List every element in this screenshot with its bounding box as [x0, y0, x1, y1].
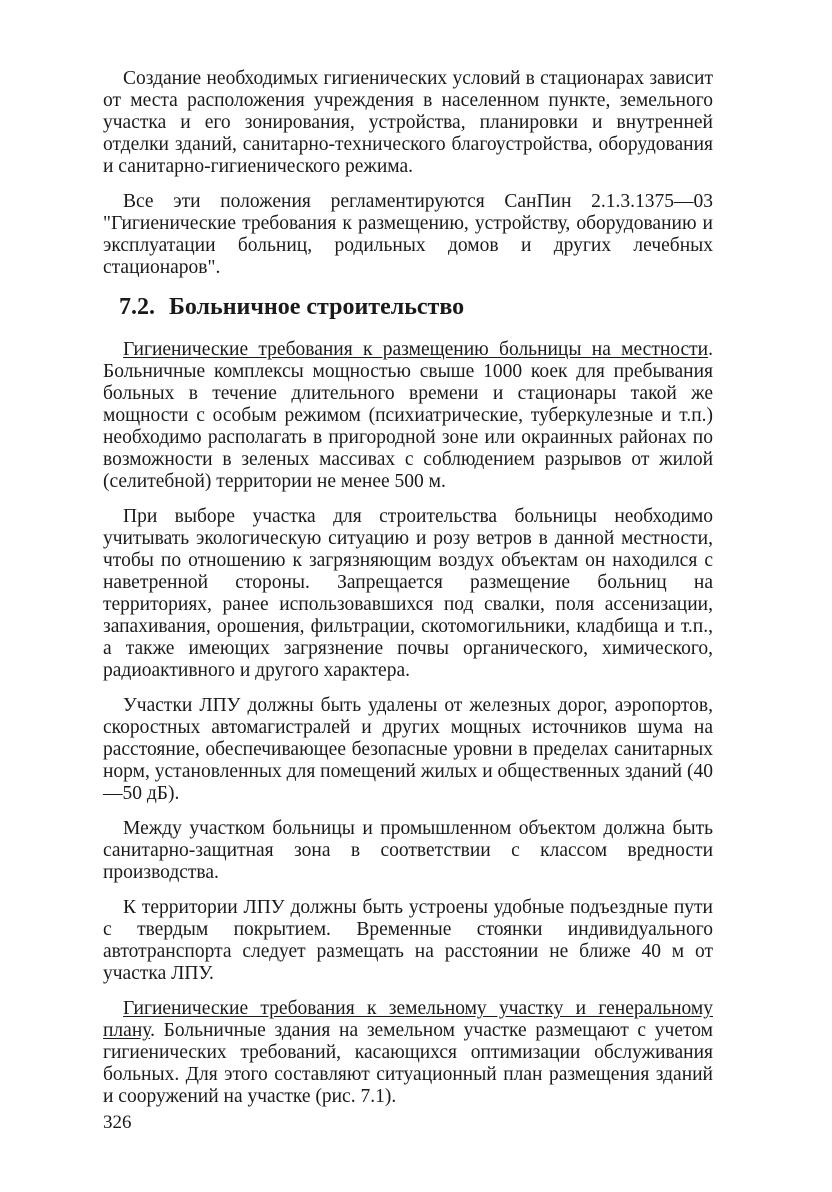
text-column — [103, 68, 713, 1121]
section-heading — [119, 293, 713, 321]
section-number: 7.2. — [119, 294, 155, 320]
paragraph-body-land-plot: . Больничные здания на земельном участке размещают с учетом гигиенических требований, касающихся оптимизации обслуживания больных. Для этого составляют ситуационный план размещения зданий и сооружений на участке (рис. 7.1). — [103, 1020, 713, 1107]
page-number: 326 — [103, 1112, 132, 1133]
section-title: Больничное строительство — [169, 294, 465, 320]
paragraph-body-site-placement: . Больничные комплексы мощностью свыше 1000 коек для пребывания больных в течение длительного времени и стационары такой же мощности с особым режимом (психиатрические, туберкулезные и т.п.) необходимо располагать в пригородной зоне или окраинных районах по возможности в зеленых массивах с соблюдением разрывов от жилой (селитебной) территории не менее 500 м. — [103, 339, 713, 492]
paragraph-intro-sanpin: Все эти положения регламентируются СанПин 2.1.3.1375—03 "Гигиенические требования к размещению, устройству, оборудованию и эксплуатации больниц, родильных домов и других лечебных стационаров". — [103, 191, 713, 278]
paragraph-noise-distance: Участки ЛПУ должны быть удалены от железных дорог, аэропортов, скоростных автомагистралей и других мощных источников шума на расстояние, обеспечивающее безопасные уровни в пределах санитарных норм, установленных для помещений жилых и общественных зданий (40—50 дБ). — [103, 695, 713, 804]
paragraph-lead-land-plot: Гигиенические требования к земельному участку и генеральному плану — [103, 998, 713, 1041]
paragraph-sanitary-zone: Между участком больницы и промышленном объектом должна быть санитарно-защитная зона в соответствии с классом вредности производства. — [103, 818, 713, 883]
paragraph-land-plot — [103, 998, 713, 1108]
paragraph-site-placement — [103, 339, 713, 493]
paragraph-access-roads: К территории ЛПУ должны быть устроены удобные подъездные пути с твердым покрытием. Временные стоянки индивидуального автотранспорта следует размещать на расстоянии не ближе 40 м от участка ЛПУ. — [103, 897, 713, 984]
paragraph-lead-site-placement: Гигиенические требования к размещению больницы на местности — [123, 339, 709, 360]
paragraph-intro-conditions: Создание необходимых гигиенических условий в стационарах зависит от места расположения учреждения в населенном пункте, земельного участка и его зонирования, устройства, планировки и внутренней отделки зданий, санитарно-технического благоустройства, оборудования и санитарно-гигиенического режима. — [103, 68, 713, 177]
paragraph-site-selection: При выборе участка для строительства больницы необходимо учитывать экологическую ситуацию и розу ветров в данной местности, чтобы по отношению к загрязняющим воздух объектам он находился с наветренной стороны. Запрещается размещение больниц на территориях, ранее использовавшихся под свалки, поля ассенизации, запахивания, орошения, фильтрации, скотомогильники, кладбища и т.п., а также имеющих загрязнение почвы органического, химического, радиоактивного и другого характера. — [103, 506, 713, 681]
